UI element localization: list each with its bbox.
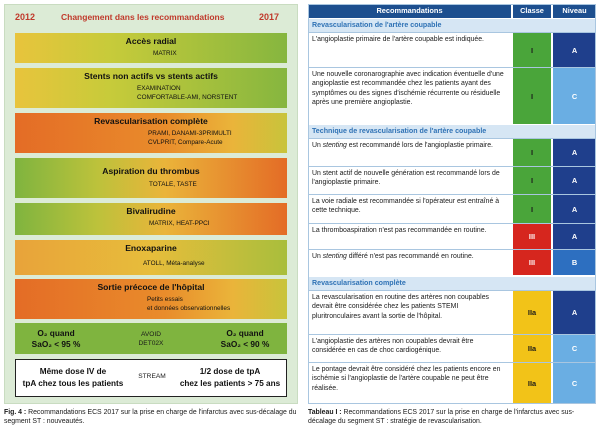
figure-title: Changement dans les recommandations [61,12,225,22]
bar-stents [15,68,287,108]
bar-trials: CVLPRIT, Compare-Acute [148,139,223,146]
bar-revascularisation-complete [15,113,287,153]
class-cell: III [513,224,551,249]
class-cell: I [513,33,551,67]
class-cell: I [513,68,551,124]
oxygen-trial: DET02X [138,340,164,347]
tpa-2012-line1: Même dose IV de [39,367,107,376]
bar-trials: EXAMINATION [137,85,181,92]
bar-trials: MATRIX [153,50,177,57]
bar-trials: COMFORTABLE-AMI, NORSTENT [137,94,238,101]
table-caption-text: Recommandations ECS 2017 sur la prise en charge de l'infarctus avec sus-décalage du segment ST : stratégie de revascularisation. [308,409,575,425]
table-row [308,166,596,194]
oxygen-row [15,323,287,354]
figure-caption-text: Recommandations ECS 2017 sur la prise en charge de l'infarctus avec sus-décalage du segment ST : nouveautés. [4,409,297,425]
bar-sortie-precoce [15,279,287,319]
class-cell: I [513,167,551,194]
level-cell: A [553,33,596,67]
recommendation-text: L'angioplastie primaire de l'artère coupable est indiquée. [312,36,484,43]
table-row [308,249,596,275]
recommendation-text: La revascularisation en routine des artères non coupables devrait être considérée chez les patients STEMI pluritronculaires avant la sortie de l'hôpital. [312,294,489,320]
recommendation-text: Le pontage devrait être considéré chez les patients encore en ischémie si l'angioplastie de l'artère coupable ne peut être réalisée. [312,366,501,392]
class-cell: IIa [513,363,551,404]
level-cell: C [553,363,596,404]
bar-enoxaparine [15,240,287,275]
recommendation-text: Un stenting est recommandé lors de l'angioplastie primaire. [312,142,493,149]
level-cell: A [553,139,596,166]
bar-trials: PRAMI, DANAMI-3PRIMULTI [148,130,232,137]
header-niveau: Niveau [553,4,596,18]
recommendation-text: Un stent actif de nouvelle génération est recommandé lors de l'angioplastie primaire. [312,170,500,187]
class-cell: IIa [513,335,551,362]
tpa-trial: STREAM [138,373,166,380]
level-cell: A [553,291,596,334]
oxygen-2017-line1: O₂ quand [226,328,264,338]
class-cell: I [513,195,551,223]
section-header: Technique de revascularisation de l'artère coupable [308,125,596,138]
level-cell: A [553,167,596,194]
header-recommandations: Recommandations [308,4,511,18]
class-cell: III [513,250,551,275]
tpa-box [15,359,287,397]
table-row [308,362,596,404]
tpa-2017-line1: 1/2 dose de tpA [199,367,261,376]
oxygen-2017-line2: SaO₂ < 90 % [220,339,270,349]
table-row [308,138,596,166]
recommendation-text: Une nouvelle coronarographie avec indication éventuelle d'une angioplastie est recommandée chez les patients ayant des symptômes ou des signes d'ischémie récurrente ou résiduelle après une première angioplastie. [312,71,504,107]
figure-caption [4,408,298,426]
recommendations-figure [4,4,298,404]
header-classe: Classe [513,4,551,18]
recommendation-text: La voie radiale est recommandée si l'opérateur est entraîné à cette technique. [312,198,500,215]
oxygen-2012-line2: SaO₂ < 95 % [31,339,81,349]
recommendation-text: L'angioplastie des artères non coupables devrait être considérée en cas de choc cardiogénique. [312,338,474,355]
bar-title: Enoxaparine [125,243,177,253]
level-cell: C [553,68,596,124]
tpa-2017-line2: chez les patients > 75 ans [179,379,281,388]
table-row [308,194,596,223]
oxygen-trial: AVOID [140,331,162,338]
bar-trials: et données observationnelles [147,305,231,312]
bar-title: Revascularisation complète [94,116,208,126]
table-caption [308,408,596,426]
bar-trials: TOTALE, TASTE [149,181,197,188]
tpa-2012-line2: tpA chez tous les patients [22,379,124,388]
table-caption-label: Tableau I : [308,409,342,416]
table-row [308,32,596,67]
section-header: Revascularisation complète [308,277,596,290]
recommendation-text: Un stenting différé n'est pas recommandé en routine. [312,253,474,260]
figure-caption-label: Fig. 4 : [4,409,27,416]
level-cell: A [553,224,596,249]
section-header: Revascularisation de l'artère coupable [308,19,596,32]
bar-title: Stents non actifs vs stents actifs [84,71,218,81]
bar-trials: ATOLL, Méta-analyse [143,260,205,267]
class-cell: I [513,139,551,166]
year-2012: 2012 [15,12,36,22]
table-row [308,334,596,362]
class-cell: IIa [513,291,551,334]
bar-aspiration-thrombus [15,158,287,198]
bar-title: Accès radial [125,36,177,46]
table-row [308,67,596,124]
bar-title: Sortie précoce de l'hôpital [97,282,205,292]
bar-title: Aspiration du thrombus [102,166,200,176]
table-row [308,290,596,334]
level-cell: C [553,335,596,362]
oxygen-trials [110,330,192,348]
bar-bivalirudine [15,203,287,235]
oxygen-2012-line1: O₂ quand [37,328,75,338]
level-cell: B [553,250,596,275]
bar-trials: Petits essais [147,296,183,303]
bar-acces-radial [15,33,287,63]
year-2017: 2017 [259,12,280,22]
bar-title: Bivalirudine [126,206,176,216]
recommendation-text: La thromboaspiration n'est pas recommandée en routine. [312,227,487,234]
bar-trials: MATRIX, HEAT-PPCI [149,220,210,227]
level-cell: A [553,195,596,223]
table-row [308,223,596,249]
